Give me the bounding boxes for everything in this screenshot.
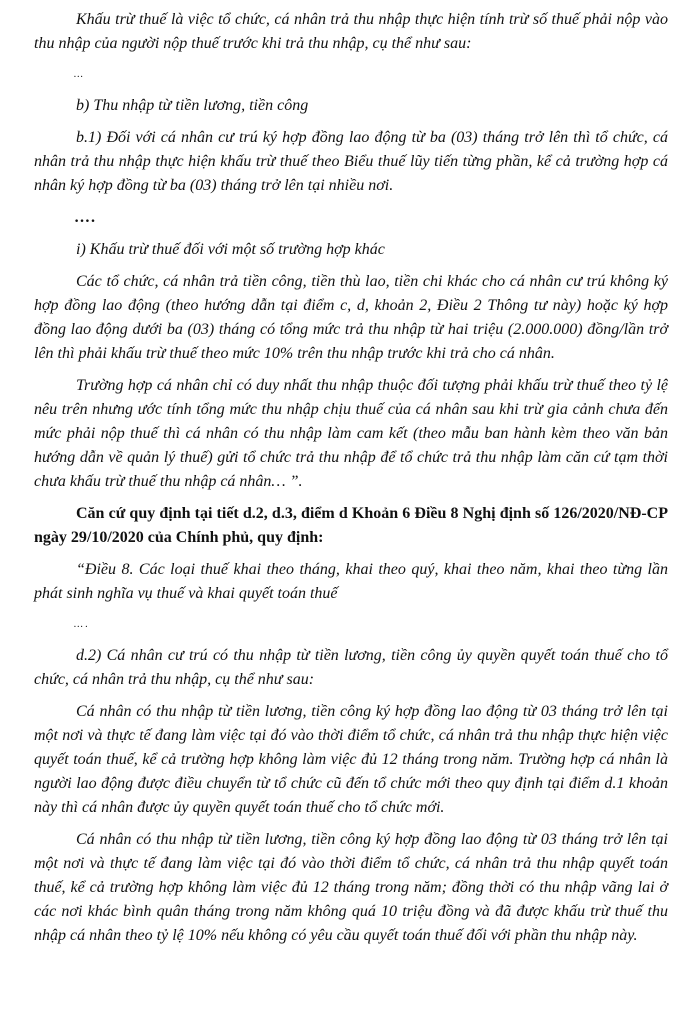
paragraph-other-payments: Các tổ chức, cá nhân trả tiền công, tiền thù lao, tiền chi khác cho cá nhân cư trú không ký hợp đồng lao động (theo hướng dẫn tại điểm c, d, khoản 2, Điều 2 Thông tư này) hoặc ký hợp đồng lao động dưới ba (03) tháng có tổng mức trả thu nhập từ hai triệu (2.000.000) đồng/lần trở lên thì phải khấu trừ thuế theo mức 10% trên thu nhập trước khi trả cho cá nhân. (34, 273, 668, 362)
paragraph-tax-withholding-definition: Khấu trừ thuế là việc tổ chức, cá nhân trả thu nhập thực hiện tính trừ số thuế phải nộp vào thu nhập của người nộp thuế trước khi trả thu nhập, cụ thể như sau: (34, 11, 668, 52)
ellipsis-3: … . (74, 619, 88, 630)
document-body (34, 8, 668, 956)
paragraph-legal-basis: Căn cứ quy định tại tiết d.2, d.3, điểm d Khoản 6 Điều 8 Nghị định số 126/2020/NĐ-CP ngày 29/10/2020 của Chính phủ, quy định: (34, 505, 668, 546)
paragraph-d2-case-1: Cá nhân có thu nhập từ tiền lương, tiền công ký hợp đồng lao động từ 03 tháng trở lên tại một nơi và thực tế đang làm việc tại đó vào thời điểm tổ chức, cá nhân trả thu nhập thực hiện việc quyết toán thuế, kể cả trường hợp không làm việc đủ 12 tháng trong năm. Trường hợp cá nhân là người lao động được điều chuyển từ tổ chức cũ đến tổ chức mới theo quy định tại điểm d.1 khoản này thì cá nhân được ủy quyền quyết toán thuế cho tổ chức mới. (34, 703, 668, 816)
heading-d2: d.2) Cá nhân cư trú có thu nhập từ tiền lương, tiền công ủy quyền quyết toán thuế cho tổ chức, cá nhân trả thu nhập, cụ thể như sau: (34, 647, 668, 688)
quote-article-8: “Điều 8. Các loại thuế khai theo tháng, khai theo quý, khai theo năm, khai theo từng lần phát sinh nghĩa vụ thuế và khai quyết toán thuế (34, 561, 668, 602)
heading-b-salary-income: b) Thu nhập từ tiền lương, tiền công (76, 97, 309, 114)
ellipsis-2: …. (74, 209, 96, 226)
paragraph-b1: b.1) Đối với cá nhân cư trú ký hợp đồng lao động từ ba (03) tháng trở lên thì tổ chức, cá nhân trả thu nhập thực hiện khấu trừ thuế theo Biểu thuế lũy tiến từng phần, kể cả trường hợp cá nhân ký hợp đồng từ ba (03) tháng trở lên tại nhiều nơi. (34, 129, 668, 194)
paragraph-commitment-case: Trường hợp cá nhân chỉ có duy nhất thu nhập thuộc đối tượng phải khấu trừ thuế theo tỷ lệ nêu trên nhưng ước tính tổng mức thu nhập chịu thuế của cá nhân sau khi trừ gia cảnh chưa đến mức phải nộp thuế thì cá nhân có thu nhập làm cam kết (theo mẫu ban hành kèm theo văn bản hướng dẫn về quản lý thuế) gửi tổ chức trả thu nhập để tổ chức trả thu nhập làm căn cứ tạm thời chưa khấu trừ thuế thu nhập cá nhân… ”. (34, 377, 668, 490)
heading-i-other-cases: i) Khấu trừ thuế đối với một số trường hợp khác (76, 241, 385, 258)
paragraph-d2-case-2: Cá nhân có thu nhập từ tiền lương, tiền công ký hợp đồng lao động từ 03 tháng trở lên tại một nơi và thực tế đang làm việc tại đó vào thời điểm tổ chức, cá nhân trả thu nhập quyết toán thuế, kể cả trường hợp không làm việc đủ 12 tháng trong năm; đồng thời có thu nhập vãng lai ở các nơi khác bình quân tháng trong năm không quá 10 triệu đồng và đã được khấu trừ thuế thu nhập cá nhân theo tỷ lệ 10% nếu không có yêu cầu quyết toán thuế đối với phần thu nhập này. (34, 831, 668, 944)
ellipsis-1: … (74, 69, 83, 80)
